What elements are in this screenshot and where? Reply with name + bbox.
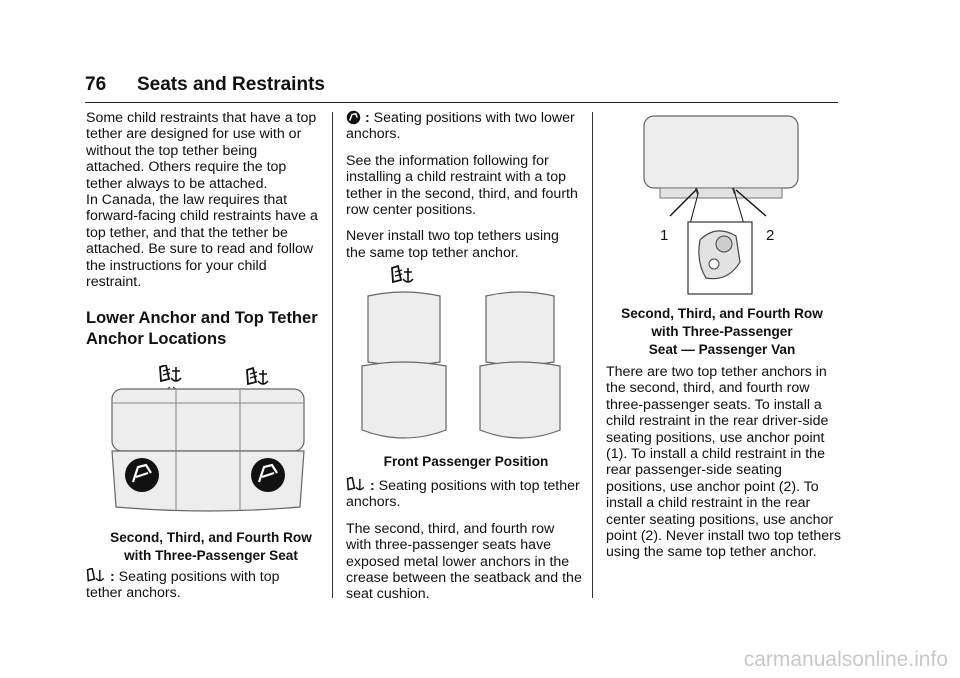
figure-caption-rear-seat: [86, 529, 336, 565]
caption-line: Second, Third, and Fourth Row: [621, 306, 823, 321]
caption-line: Second, Third, and Fourth Row: [110, 530, 312, 545]
tether-symbol-text: [86, 568, 318, 602]
top-tether-icon: [247, 368, 268, 384]
top-tether-icon: [160, 365, 181, 381]
anchor-label-2: 2: [766, 227, 775, 244]
anchor-points-paragraph: There are two top tether anchors in the second, third, and fourth row three-passenger seats. To install a child restraint in the rear driver-side seating positions, use anchor point (1). To install a child restraint in the rear passenger-side seating positions, use anchor point (2). To install a child restraint in the rear center seating positions, use anchor point (2). Never install two top tethers using the same top tether anchor.: [606, 364, 841, 561]
never-paragraph: Never install two top tethers using the same top tether anchor.: [346, 228, 559, 261]
caption-line: with Three-Passenger: [651, 324, 793, 339]
page-header: [85, 72, 838, 103]
intro-paragraph: Some child restraints that have a top tether are designed for use with or without the top tether being attached. Others require the top tether always to be attached.: [86, 110, 317, 192]
lower-anchor-icon: [125, 458, 159, 492]
section-title: Seats and Restraints: [137, 74, 325, 95]
column-3-body: [606, 364, 842, 571]
column-divider: [332, 112, 333, 598]
top-tether-icon: [86, 568, 106, 584]
column-1: [86, 110, 318, 350]
caption-line: with Three-Passenger Seat: [124, 548, 298, 563]
column-2-lower: [346, 477, 582, 613]
tether-description: Seating positions with top tether anchors.: [346, 478, 580, 511]
anchor-label-1: 1: [660, 227, 669, 244]
rear-bench-seat-figure: [108, 365, 308, 515]
front-passenger-seat-figure: [354, 262, 574, 444]
top-tether-icon: [392, 266, 413, 282]
colon: :: [109, 569, 115, 585]
figure-caption-van: [600, 305, 844, 359]
column-divider: [592, 112, 593, 598]
colon: :: [369, 478, 375, 494]
watermark: carmanualsonline.info: [743, 648, 948, 671]
info-paragraph: See the information following for installing a child restraint with a top tether in the second, third, and fourth row center positions.: [346, 152, 578, 219]
page-number: 76: [85, 74, 107, 95]
canada-paragraph: In Canada, the law requires that forward-facing child restraints have a top tether, and that the tether be attached. Be sure to read and follow the instructions for your child restraint.: [86, 192, 318, 291]
section-heading: Lower Anchor and Top Tether Anchor Locations: [86, 309, 318, 349]
lower-anchor-paragraph: The second, third, and fourth row with three-passenger seats have exposed metal lower anchors in the crease between the seatback and the seat cushion.: [346, 520, 582, 603]
lower-anchor-icon: [346, 110, 361, 125]
lower-anchors-description: Seating positions with two lower anchors.: [346, 110, 575, 143]
top-tether-icon: [346, 477, 366, 493]
figure-caption-front-passenger: Front Passenger Position: [383, 454, 549, 469]
lower-anchor-icon: [251, 458, 285, 492]
passenger-van-seat-figure: [636, 112, 806, 298]
column-2: [346, 110, 582, 271]
caption-line: Seat — Passenger Van: [648, 342, 796, 357]
colon: :: [364, 110, 370, 126]
tether-description: Seating positions with top tether anchors.: [86, 569, 280, 602]
